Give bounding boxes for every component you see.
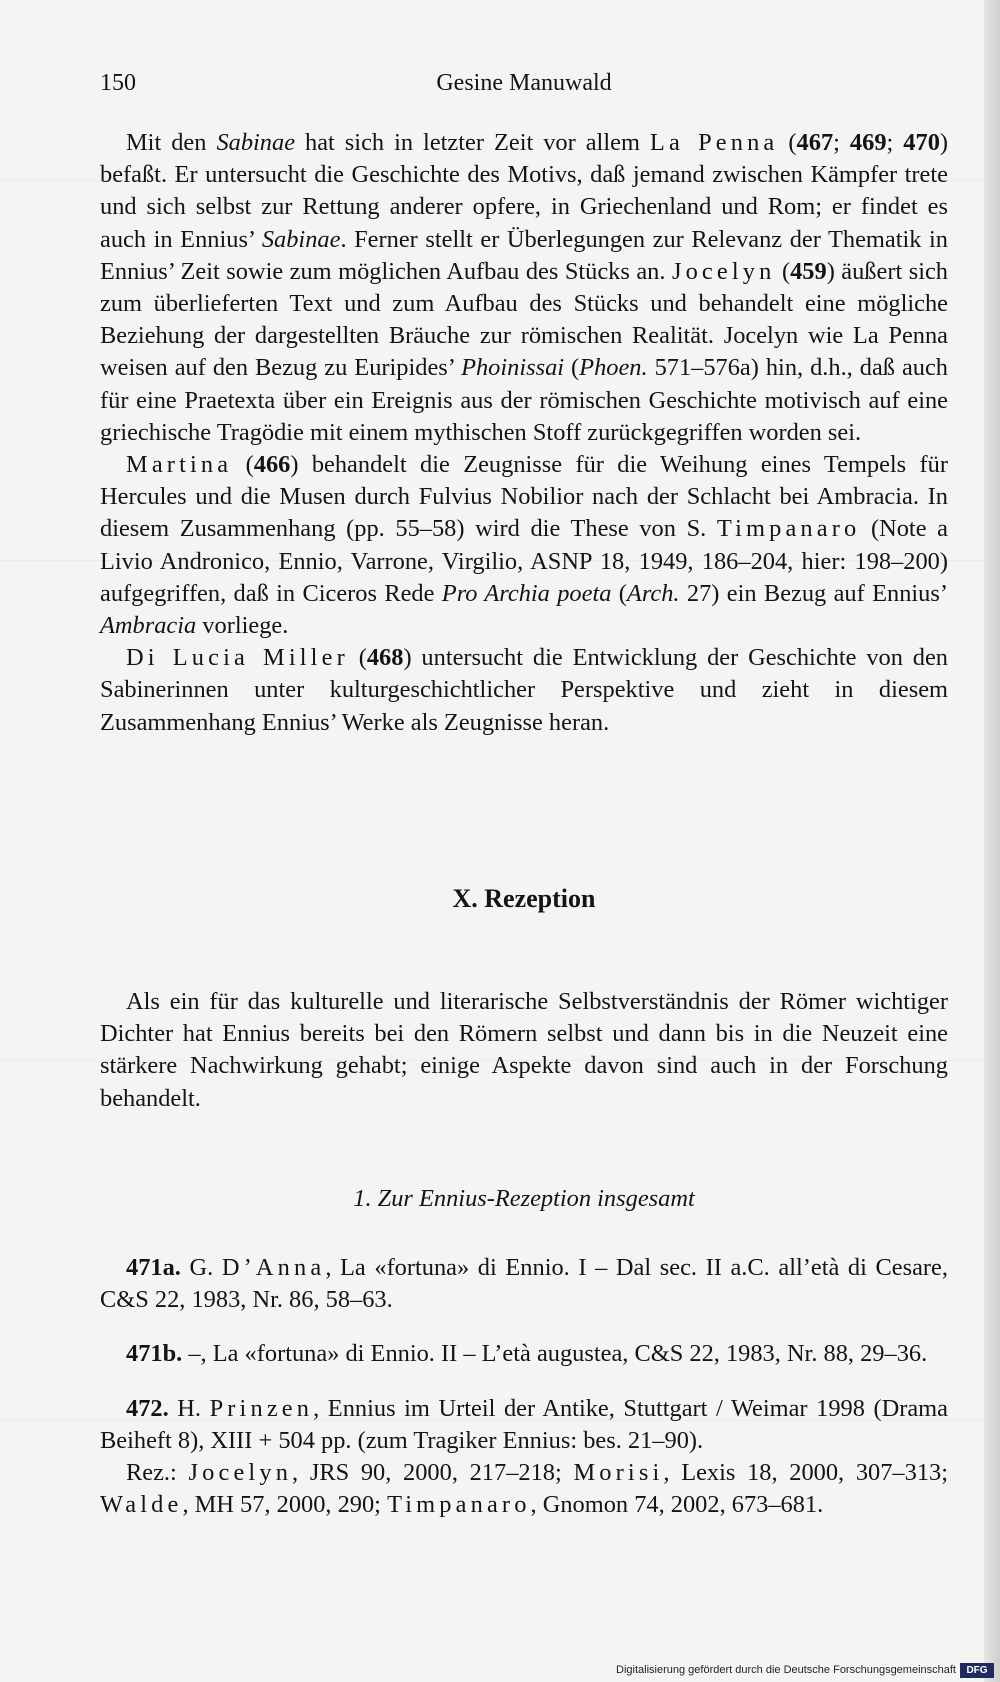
text-run: ) befaßt. Er untersucht die Geschichte des Motivs, daß jemand zwischen Kämpfer trete und sich selbst zur Rettung anderer opfere, in Griechenland und Rom; er findet es auch in Ennius’ <box>100 129 949 253</box>
page-number: 150 <box>100 70 136 96</box>
entry-reference: 467 <box>796 129 834 156</box>
section-intro <box>100 986 948 1115</box>
digitization-footer <box>0 1660 1000 1682</box>
author-name: Timpanaro <box>716 515 861 543</box>
reviewer-name: Morisi <box>573 1459 664 1487</box>
reviewer-name: Timpanaro <box>387 1491 531 1519</box>
author-name: Martina <box>126 451 233 479</box>
text-run: G. <box>180 1254 222 1281</box>
text-run: vorliege. <box>196 612 289 640</box>
text-run: ) behandelt die Zeugnisse für die Weihung eines Tempels für Hercules und die Musen durch Fulvius Nobilior nach der Schlacht bei Ambracia. In diesem Zusammenhang (pp. 55–58) wird die These von S. <box>100 451 948 543</box>
author-name: La Penna <box>649 129 779 156</box>
body-text <box>100 127 948 739</box>
entry-reference: 468 <box>366 644 404 672</box>
text-run: ( <box>564 354 580 382</box>
text-run: , La «fortuna» di Ennio. I – Dal sec. II a.C. all’età di Cesare, C&S 22, 1983, Nr. 86, 58–63. <box>100 1254 948 1314</box>
page-edge-shadow <box>984 0 1000 1682</box>
work-abbreviation: Arch. <box>626 579 680 607</box>
bibliography <box>100 1252 948 1521</box>
entry-reference: 466 <box>253 451 291 479</box>
text-run: ( <box>232 451 254 479</box>
work-title: Phoinissai <box>461 354 565 382</box>
entry-reference: 459 <box>790 257 827 285</box>
entry-number: 471a. <box>126 1254 181 1281</box>
text-run: ( <box>778 129 797 156</box>
text-run: , Lexis 18, 2000, 307–313; <box>663 1459 948 1487</box>
text-run: ( <box>775 257 791 285</box>
page-header <box>100 70 948 104</box>
bib-entry-471a <box>100 1252 948 1316</box>
text-run: . Ferner stellt er Überlegungen zur Relevanz der Thematik in Ennius’ Zeit sowie zum möglichen Aufbau des Stücks an. <box>100 225 948 285</box>
bib-entry-472 <box>100 1393 948 1457</box>
text-run: ) untersucht die Entwicklung der Geschichte von den Sabinerinnen unter kulturgeschichtlicher Perspektive und zieht in diesem Zusammenhang Ennius’ Werke als Zeugnisse heran. <box>100 644 948 736</box>
subsection-heading: 1. Zur Ennius-Rezeption insgesamt <box>353 1185 695 1212</box>
reviewer-name: Walde <box>100 1491 183 1519</box>
work-title: Sabinae <box>216 129 296 156</box>
funding-notice: Digitalisierung gefördert durch die Deutsche Forschungsgemeinschaft <box>616 1664 956 1676</box>
text-run: Mit den <box>126 129 217 156</box>
entry-reference: 470 <box>903 129 940 156</box>
work-title: Sabinae <box>261 225 341 253</box>
entry-number: 472. <box>126 1394 169 1422</box>
text-run: 571–576a) hin, d.h., daß auch für eine Praetexta über ein Ereignis aus der römischen Geschichte motivisch auf eine griechische Tragödie mit einem mythischen Stoff zurückgegriffen worden sei. <box>100 354 948 446</box>
reviewer-name: Jocelyn <box>188 1459 293 1487</box>
text-run: ) äußert sich zum überlieferten Text und zum Aufbau des Stücks und behandelt eine mögliche Beziehung der dargestellten Bräuche zur römischen Realität. Jocelyn wie La Penna weisen auf den Bezug zu Euripides’ <box>100 257 948 382</box>
text-run: hat sich in letzter Zeit vor allem <box>295 129 650 156</box>
work-title: Pro Archia poeta <box>441 579 612 607</box>
paragraph-sabinae <box>100 127 948 449</box>
text-run: Rez.: <box>126 1459 189 1487</box>
author-name: Di Lucia Miller <box>126 644 349 672</box>
dfg-logo: DFG <box>960 1663 994 1678</box>
author-name: D’Anna <box>221 1254 326 1281</box>
text-run: ( <box>611 579 627 607</box>
intro-paragraph: Als ein für das kulturelle und literarische Selbstverständnis der Römer wichtiger Dichter hat Ennius bereits bei den Römern selbst und dann bis in die Neuzeit eine stärkere Nachwirkung gehabt; einige Aspekte davon sind auch in der Forschung behandelt. <box>100 988 948 1112</box>
author-name: Jocelyn <box>671 257 776 285</box>
text-run: –, La «fortuna» di Ennio. II – L’età augustea, C&S 22, 1983, Nr. 88, 29–36. <box>182 1340 928 1368</box>
section-heading: X. Rezeption <box>452 884 596 913</box>
text-run: , Ennius im Urteil der Antike, Stuttgart / Weimar 1998 (Drama Beiheft 8), XIII + 504 pp. (zum Tragiker Ennius: bes. 21–90). <box>100 1394 948 1454</box>
bib-entry-471b <box>100 1338 948 1370</box>
text-run: ; <box>833 129 850 156</box>
text-run: , JRS 90, 2000, 217–218; <box>292 1459 574 1487</box>
author-name: Prinzen <box>209 1394 314 1422</box>
text-run: H. <box>168 1394 210 1422</box>
work-title: Ambracia <box>100 612 197 640</box>
entry-number: 471b. <box>126 1340 183 1368</box>
text-run: (Note a Livio Andronico, Ennio, Varrone, Virgilio, ASNP 18, 1949, 186–204, hier: 198–200) aufgegriffen, daß in Ciceros Rede <box>100 515 948 607</box>
reviews-line <box>100 1457 948 1521</box>
entry-reference: 469 <box>849 129 887 156</box>
text-run: , Gnomon 74, 2002, 673–681. <box>530 1491 824 1519</box>
text-run: , MH 57, 2000, 290; <box>182 1491 388 1519</box>
running-head: Gesine Manuwald <box>436 70 612 96</box>
text-run: 27) ein Bezug auf Ennius’ <box>679 579 948 607</box>
text-run: ; <box>886 129 904 156</box>
paragraph-di-lucia-miller <box>100 642 948 739</box>
work-abbreviation: Phoen. <box>579 354 648 382</box>
text-run: ( <box>348 644 367 672</box>
paragraph-martina <box>100 449 948 642</box>
